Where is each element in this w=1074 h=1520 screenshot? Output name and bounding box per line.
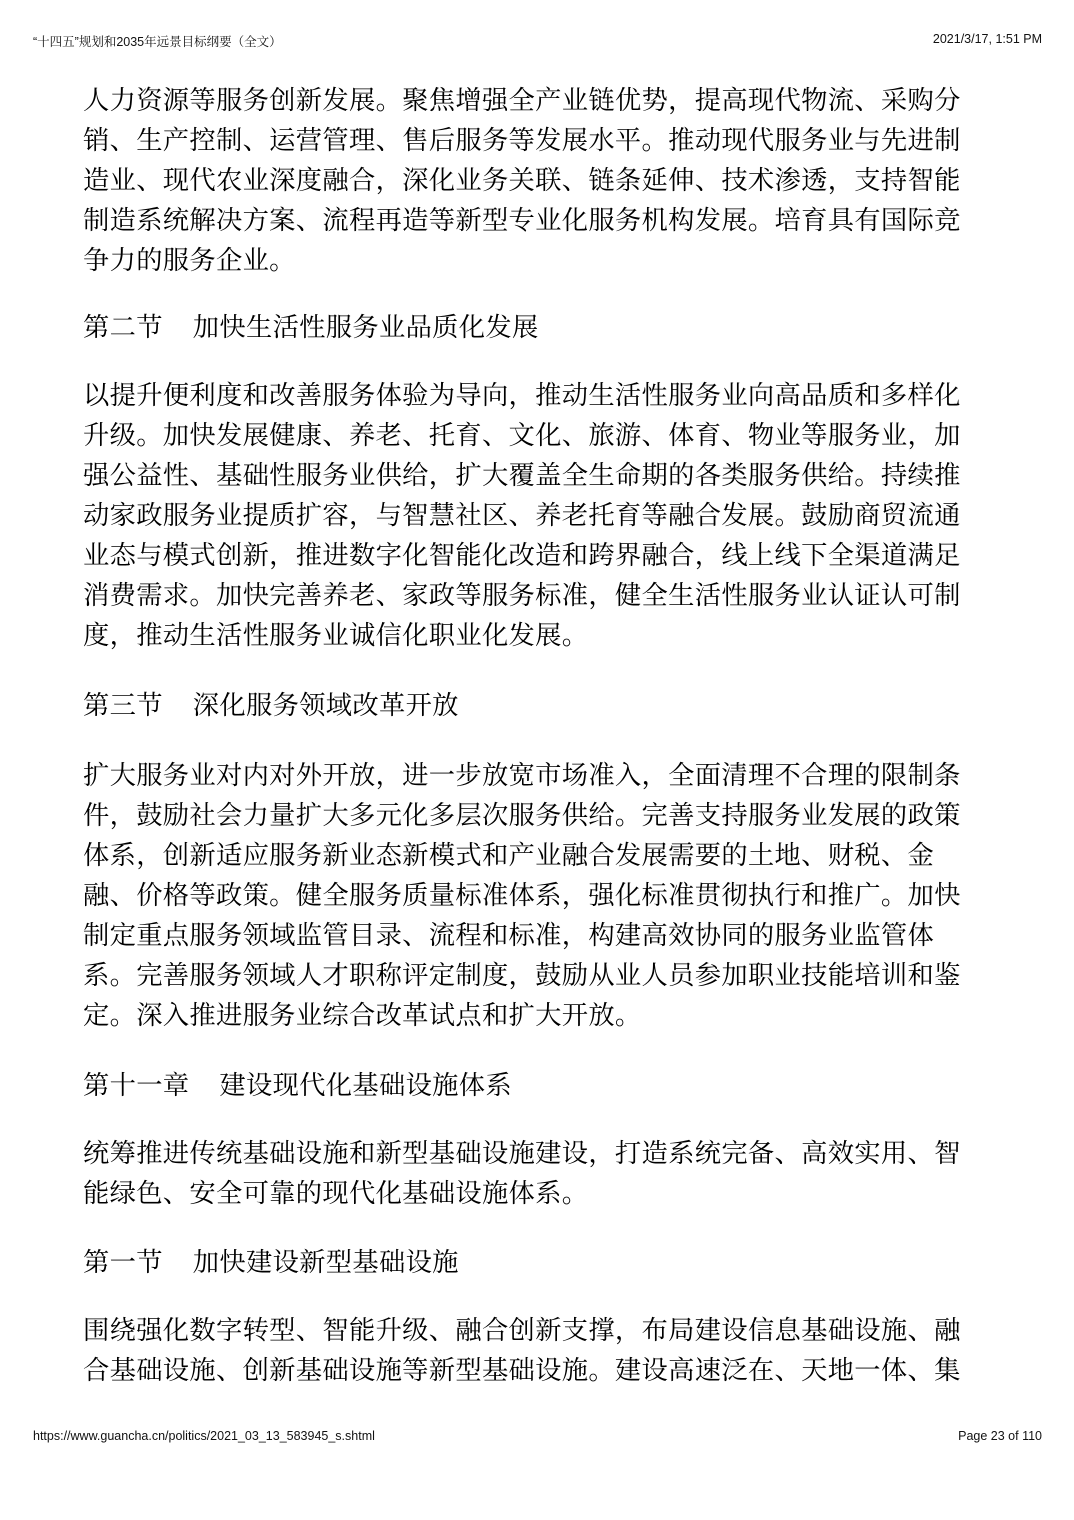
text-line: 造业、现代农业深度融合，深化业务关联、链条延伸、技术渗透，支持智能 xyxy=(83,165,961,195)
heading-line xyxy=(83,1065,993,1105)
paragraph xyxy=(83,1310,993,1390)
text-line: 人力资源等服务创新发展。聚焦增强全产业链优势，提高现代物流、采购分 xyxy=(83,85,961,115)
paragraph xyxy=(83,375,993,655)
text-line: 业态与模式创新，推进数字化智能化改造和跨界融合，线上线下全渠道满足 xyxy=(83,540,961,570)
heading-line xyxy=(83,685,993,725)
section-heading xyxy=(83,685,993,725)
text-line: 动家政服务业提质扩容，与智慧社区、养老托育等融合发展。鼓励商贸流通 xyxy=(83,500,961,530)
text-line: 制定重点服务领域监管目录、流程和标准，构建高效协同的服务业监管体 xyxy=(83,920,935,950)
section-heading xyxy=(83,307,993,347)
heading-line xyxy=(83,1242,993,1282)
heading-number: 第一节 xyxy=(83,1247,163,1277)
text-line: 消费需求。加快完善养老、家政等服务标准，健全生活性服务业认证认可制 xyxy=(83,580,961,610)
heading-number: 第十一章 xyxy=(83,1070,190,1100)
heading-title: 加快生活性服务业品质化发展 xyxy=(192,312,539,342)
text-line: 定。深入推进服务业综合改革试点和扩大开放。 xyxy=(83,1000,642,1030)
text-line: 合基础设施、创新基础设施等新型基础设施。建设高速泛在、天地一体、集 xyxy=(83,1355,961,1385)
text-line: 体系，创新适应服务新业态新模式和产业融合发展需要的土地、财税、金 xyxy=(83,840,935,870)
text-line: 强公益性、基础性服务业供给，扩大覆盖全生命期的各类服务供给。持续推 xyxy=(83,460,961,490)
heading-title: 建设现代化基础设施体系 xyxy=(219,1070,512,1100)
text-line: 销、生产控制、运营管理、售后服务等发展水平。推动现代服务业与先进制 xyxy=(83,125,961,155)
paragraph xyxy=(83,755,993,1035)
section-heading xyxy=(83,1065,993,1105)
print-footer-page-number: Page 23 of 110 xyxy=(958,1429,1042,1443)
text-line: 融、价格等政策。健全服务质量标准体系，强化标准贯彻执行和推广。加快 xyxy=(83,880,961,910)
text-line: 度，推动生活性服务业诚信化职业化发展。 xyxy=(83,620,589,650)
paragraph xyxy=(83,80,993,280)
text-line: 系。完善服务领域人才职称评定制度，鼓励从业人员参加职业技能培训和鉴 xyxy=(83,960,961,990)
heading-number: 第二节 xyxy=(83,312,163,342)
text-line: 能绿色、安全可靠的现代化基础设施体系。 xyxy=(83,1178,589,1208)
print-header-datetime: 2021/3/17, 1:51 PM xyxy=(932,32,1042,46)
text-line: 统筹推进传统基础设施和新型基础设施建设，打造系统完备、高效实用、智 xyxy=(83,1138,961,1168)
heading-line xyxy=(83,307,993,347)
text-line: 争力的服务企业。 xyxy=(83,245,296,275)
print-header-title: “十四五”规划和2035年远景目标纲要（全文） xyxy=(33,35,282,49)
heading-number: 第三节 xyxy=(83,690,163,720)
section-heading xyxy=(83,1242,993,1282)
heading-title: 加快建设新型基础设施 xyxy=(192,1247,459,1277)
text-line: 以提升便利度和改善服务体验为导向，推动生活性服务业向高品质和多样化 xyxy=(83,380,961,410)
paragraph xyxy=(83,1133,993,1213)
print-footer-url: https://www.guancha.cn/politics/2021_03_13_583945_s.shtml xyxy=(33,1429,375,1443)
text-line: 件，鼓励社会力量扩大多元化多层次服务供给。完善支持服务业发展的政策 xyxy=(83,800,961,830)
heading-title: 深化服务领域改革开放 xyxy=(192,690,459,720)
text-line: 围绕强化数字转型、智能升级、融合创新支撑，布局建设信息基础设施、融 xyxy=(83,1315,961,1345)
text-line: 升级。加快发展健康、养老、托育、文化、旅游、体育、物业等服务业，加 xyxy=(83,420,961,450)
text-line: 扩大服务业对内对外开放，进一步放宽市场准入，全面清理不合理的限制条 xyxy=(83,760,961,790)
text-line: 制造系统解决方案、流程再造等新型专业化服务机构发展。培育具有国际竞 xyxy=(83,205,961,235)
